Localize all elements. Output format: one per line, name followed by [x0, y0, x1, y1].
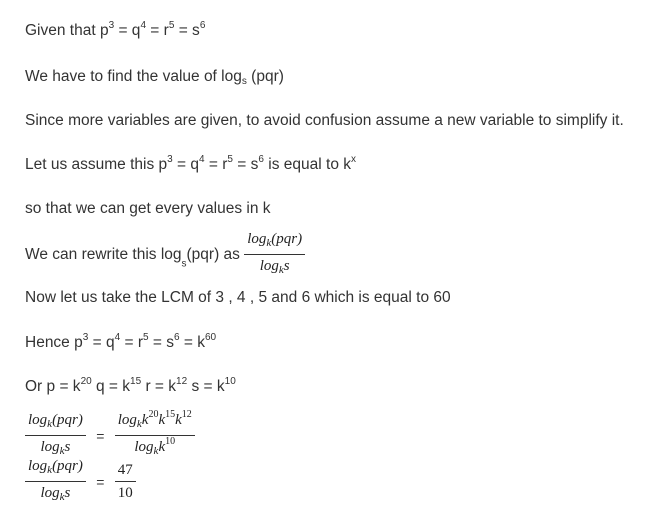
sothat-text: so that we can get every values in k: [25, 200, 271, 217]
exp: 20: [80, 376, 92, 387]
frac-log: log: [40, 485, 60, 501]
line-given: [25, 21, 205, 41]
frac-log: log: [134, 439, 154, 455]
exp: 12: [176, 376, 188, 387]
given-text: = s: [174, 22, 200, 39]
frac-base: k: [47, 418, 53, 430]
or-text: q = k: [91, 378, 131, 395]
find-text: We have to find the value of log: [25, 68, 242, 85]
exp: 15: [165, 409, 176, 420]
exp: 4: [199, 154, 205, 165]
rewrite-text: We can rewrite this log: [25, 245, 182, 263]
frac-arg: s: [283, 258, 290, 274]
assume-text: = q: [172, 156, 200, 173]
line-assume: [25, 155, 356, 175]
frac-log: log: [259, 258, 279, 274]
line-sothat: [25, 199, 271, 219]
frac-log: log: [247, 231, 267, 247]
frac-k: k: [158, 412, 166, 428]
frac-base: k: [136, 418, 142, 430]
frac-arg: (pqr): [52, 458, 83, 474]
rewrite-fraction: [244, 230, 305, 279]
equation-2: [25, 457, 136, 506]
eq1-lhs-fraction: [25, 411, 86, 460]
equals-sign: =: [96, 473, 105, 490]
frac-log: log: [117, 412, 137, 428]
frac-k: k: [141, 412, 149, 428]
line-lcm: [25, 288, 451, 308]
eq2-rhs-fraction: [115, 461, 136, 502]
hence-text: = k: [179, 334, 205, 351]
find-tail: (pqr): [246, 68, 284, 85]
equals-sign: =: [96, 427, 105, 444]
given-text: = q: [114, 22, 141, 39]
exp: 6: [258, 154, 264, 165]
frac-denominator: 10: [117, 485, 133, 501]
frac-arg: (pqr): [52, 412, 83, 428]
exp: 5: [142, 332, 149, 343]
line-find: [25, 67, 284, 87]
or-text: Or p = k: [25, 378, 81, 395]
exp: 3: [82, 332, 89, 343]
exp: 3: [167, 154, 173, 165]
exp: 5: [227, 154, 233, 165]
frac-base: k: [278, 264, 284, 276]
frac-arg: s: [64, 439, 71, 455]
frac-base: k: [266, 237, 272, 249]
log-base: s: [241, 76, 247, 87]
equation-1: [25, 411, 195, 460]
exp: 15: [130, 376, 142, 387]
exp: 60: [204, 332, 217, 343]
hence-text: = s: [148, 334, 174, 351]
frac-base: k: [47, 464, 53, 476]
hence-text: = r: [120, 334, 143, 351]
exp: 12: [181, 409, 192, 420]
assume-text: Let us assume this p: [25, 156, 168, 173]
exp: 4: [140, 20, 146, 31]
frac-k: k: [175, 412, 182, 428]
or-text: r = k: [141, 378, 177, 395]
assume-text: is equal to k: [263, 156, 351, 173]
exp: 4: [114, 332, 121, 343]
given-text: = r: [146, 22, 169, 39]
frac-log: log: [28, 412, 48, 428]
rewrite-tail: (pqr) as: [186, 245, 240, 263]
exp: 20: [148, 409, 159, 420]
exp: 10: [224, 376, 236, 387]
frac-arg: s: [64, 485, 71, 501]
exp: 3: [108, 20, 115, 31]
hence-text: = q: [88, 334, 115, 351]
line-since: [25, 111, 624, 131]
frac-base: k: [59, 491, 65, 503]
frac-log: log: [28, 458, 48, 474]
exp: 6: [199, 20, 206, 31]
frac-numerator: 47: [115, 461, 136, 482]
frac-log: log: [40, 439, 60, 455]
assume-text: = r: [204, 156, 228, 173]
exp: 10: [165, 436, 176, 447]
exp: 5: [168, 20, 175, 31]
eq2-lhs-fraction: [25, 457, 86, 506]
frac-k: k: [158, 439, 166, 455]
assume-text: = s: [232, 156, 259, 173]
since-text: Since more variables are given, to avoid confusion assume a new variable to simplify it.: [25, 112, 624, 129]
lcm-text: Now let us take the LCM of 3 , 4 , 5 and 6 which is equal to 60: [25, 289, 451, 306]
frac-base: k: [59, 445, 65, 457]
exp: 6: [173, 332, 180, 343]
line-rewrite: [25, 230, 305, 279]
line-hence: [25, 333, 216, 353]
or-text: s = k: [187, 378, 225, 395]
eq1-rhs-fraction: [115, 411, 195, 460]
frac-base: k: [153, 445, 159, 457]
log-base: s: [181, 258, 187, 270]
line-or: [25, 377, 236, 397]
given-text: Given that p: [25, 22, 109, 39]
frac-arg: (pqr): [271, 231, 303, 247]
hence-text: Hence p: [25, 334, 83, 351]
exp: x: [351, 154, 356, 165]
